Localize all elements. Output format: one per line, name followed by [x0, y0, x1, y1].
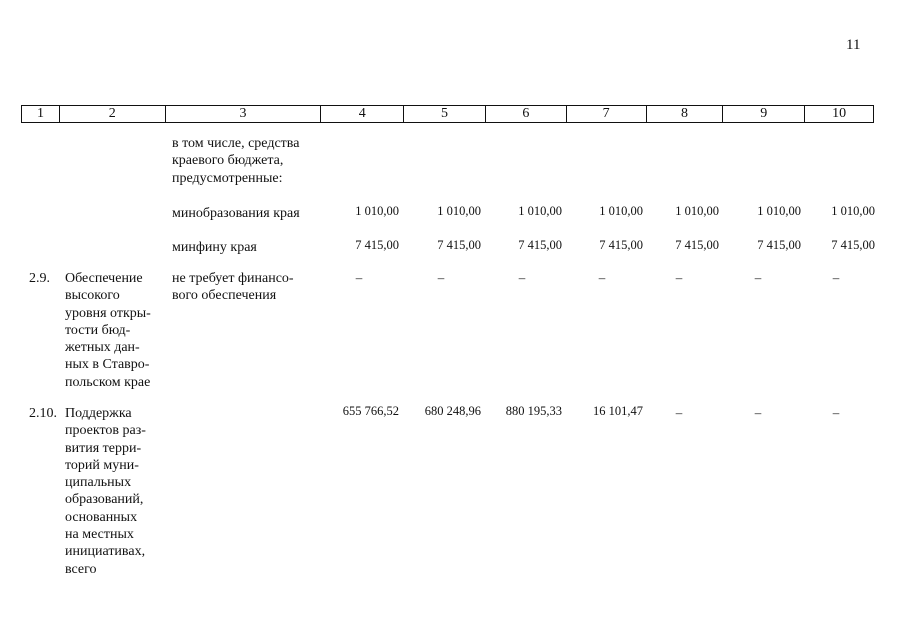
page-number: 11: [846, 37, 861, 53]
row-minfin-value-10: 7 415,00: [831, 238, 875, 252]
header-cell-5: 5: [403, 106, 485, 122]
row-2-9-value-7: –: [598, 270, 606, 285]
row-2-10-value-6: 880 195,33: [505, 404, 562, 418]
header-cell-1: 1: [36, 106, 44, 121]
header-cell-10: 10: [804, 106, 873, 122]
row-minobr-value-6: 1 010,00: [518, 204, 562, 218]
row-2-10-value-9: –: [754, 405, 762, 420]
row-2-10-value-5: 680 248,96: [424, 404, 481, 418]
row-minobr-value-7: 1 010,00: [599, 204, 643, 218]
row-2-10-value-8: –: [675, 405, 683, 420]
row-minobr-label: минобразования края: [172, 206, 300, 221]
row-2-10-value-7: 16 101,47: [593, 404, 643, 418]
row-minobr-value-10: 1 010,00: [831, 204, 875, 218]
row-minfin-value-7: 7 415,00: [599, 238, 643, 252]
header-cell-9: 9: [722, 106, 804, 122]
row-2-9-value-9: –: [754, 270, 762, 285]
row-2-10-value-4: 655 766,52: [342, 404, 399, 418]
row-2-9-funding-note: не требует финансо- вого обеспечения: [172, 271, 294, 304]
header-cell-4: 4: [320, 106, 403, 122]
header-cell-6: 6: [485, 106, 566, 122]
row-minfin-value-6: 7 415,00: [518, 238, 562, 252]
row-2-9-value-4: –: [355, 270, 363, 285]
row-2-9-number: 2.9.: [29, 271, 50, 286]
header-cell-7: 7: [566, 106, 646, 122]
row-minobr-value-5: 1 010,00: [437, 204, 481, 218]
header-cell-3: 3: [165, 106, 321, 122]
row-2-9-value-10: –: [832, 270, 840, 285]
row-minobr-value-9: 1 010,00: [757, 204, 801, 218]
row-2-10-value-10: –: [832, 405, 840, 420]
header-cell-8: 8: [646, 106, 723, 122]
row-minfin-value-4: 7 415,00: [355, 238, 399, 252]
row-2-9-value-8: –: [675, 270, 683, 285]
row-minfin-label: минфину края: [172, 240, 257, 255]
row-2-10-name: Поддержка проектов раз- вития терри- торий муни- ципальных образований, основанных на местных инициативах, всего: [65, 406, 146, 577]
row-minfin-value-8: 7 415,00: [675, 238, 719, 252]
table-header-row: [21, 105, 874, 123]
row-2-9-value-6: –: [518, 270, 526, 285]
row-minfin-value-5: 7 415,00: [437, 238, 481, 252]
row-minobr-value-8: 1 010,00: [675, 204, 719, 218]
row-minobr-value-4: 1 010,00: [355, 204, 399, 218]
header-cell-2: 2: [59, 106, 165, 122]
row-minfin-value-9: 7 415,00: [757, 238, 801, 252]
intro-funding-text: в том числе, средства краевого бюджета, предусмотренные:: [172, 136, 300, 186]
row-2-9-value-5: –: [437, 270, 445, 285]
row-2-10-number: 2.10.: [29, 406, 57, 421]
row-2-9-name: Обеспечение высокого уровня откры- тости бюд- жетных дан- ных в Ставро- польском крае: [65, 271, 151, 390]
